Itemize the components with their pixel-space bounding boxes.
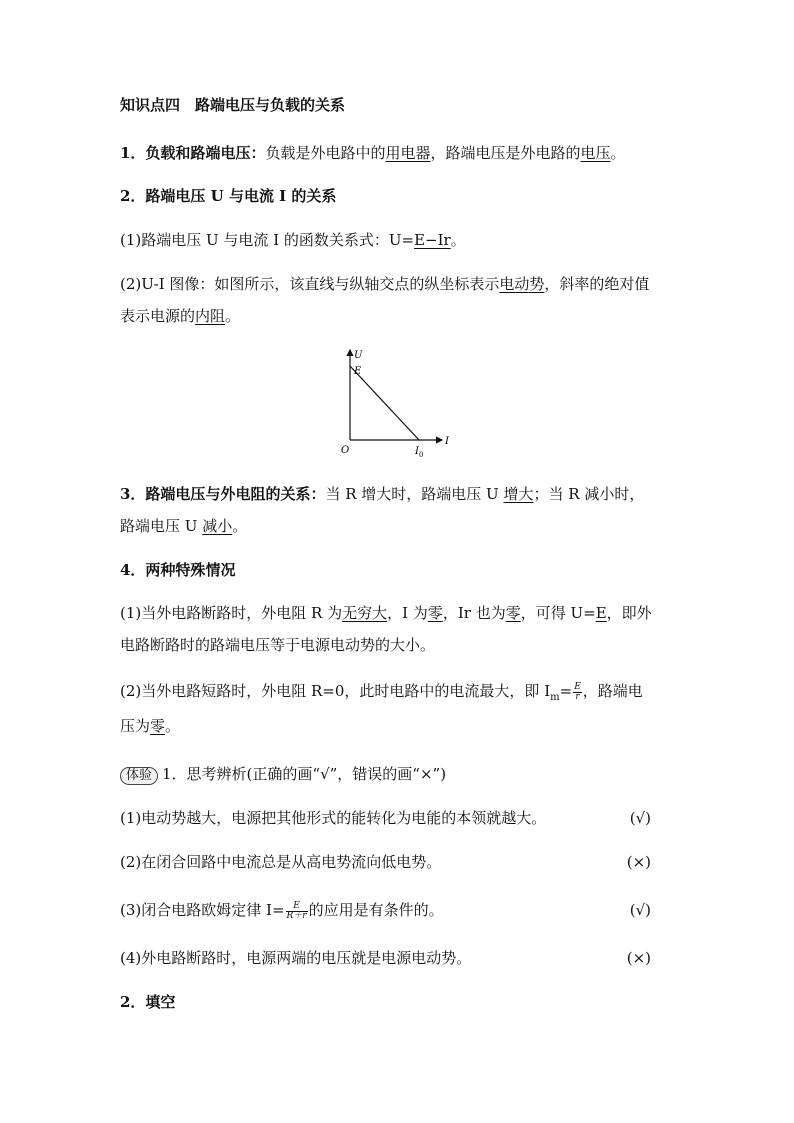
text: (1)当外电路断路时，外电阻 R 为 bbox=[120, 604, 343, 622]
judge-item-2: (2)在闭合回路中电流总是从高电势流向低电势。 bbox=[120, 853, 442, 871]
u-i-graph bbox=[330, 342, 460, 460]
text: (3)闭合电路欧姆定律 I= bbox=[120, 901, 285, 919]
section-number: 知识点四 bbox=[120, 96, 181, 114]
experience-badge: 体验 bbox=[120, 767, 158, 785]
answer-underline: 电压 bbox=[580, 144, 611, 162]
text: (1)路端电压 U 与电流 I 的函数关系式：U= bbox=[120, 231, 415, 249]
paragraph-open-circuit bbox=[120, 603, 652, 623]
i0-intercept-label: $I_0$ bbox=[415, 446, 424, 459]
exercise-heading bbox=[120, 764, 446, 785]
paragraph-external-resistance-cont bbox=[120, 516, 247, 536]
text: 压为 bbox=[120, 717, 151, 735]
judge-item-3 bbox=[120, 900, 444, 921]
fraction: $\frac{E}{r}$ bbox=[574, 681, 581, 702]
text: 。 bbox=[450, 231, 466, 249]
text: = bbox=[559, 682, 573, 700]
y-axis-label: U bbox=[354, 350, 363, 361]
text: 负载是外电路中的 bbox=[265, 144, 386, 162]
text: ，即外 bbox=[606, 604, 652, 622]
judge-mark-1: (√) bbox=[629, 809, 651, 827]
paragraph-label: 3．路端电压与外电阻的关系： bbox=[120, 485, 326, 503]
text: ；当 R 减小时， bbox=[533, 485, 645, 503]
text: 当 R 增大时，路端电压 U bbox=[325, 485, 504, 503]
answer-underline: 减小 bbox=[202, 517, 233, 535]
paragraph-short-circuit-cont bbox=[120, 716, 180, 736]
text: (2)U-I 图像：如图所示，该直线与纵轴交点的纵坐标表示 bbox=[120, 275, 500, 293]
paragraph-load-voltage bbox=[120, 143, 626, 163]
subheading-u-i-relation: 2．路端电压 U 与电流 I 的关系 bbox=[120, 187, 337, 205]
paragraph-open-circuit-cont: 电路断路时的路端电压等于电源电动势的大小。 bbox=[120, 636, 436, 654]
section-title: 路端电压与负载的关系 bbox=[195, 96, 346, 114]
answer-underline: E bbox=[595, 604, 607, 622]
answer-underline: E−Ir bbox=[414, 231, 451, 249]
answer-underline: 增大 bbox=[503, 485, 534, 503]
paragraph-function bbox=[120, 230, 466, 250]
paragraph-graph-desc-cont bbox=[120, 306, 240, 326]
x-axis-label: I bbox=[445, 436, 449, 447]
text: 的应用是有条件的。 bbox=[308, 901, 444, 919]
paragraph-short-circuit bbox=[120, 681, 643, 708]
judge-item-4: (4)外电路断路时，电源两端的电压就是电源电动势。 bbox=[120, 949, 472, 967]
paragraph-external-resistance bbox=[120, 484, 644, 504]
fraction: $\frac{E}{R+r}$ bbox=[286, 900, 307, 921]
answer-underline: 用电器 bbox=[385, 144, 431, 162]
answer-underline: 零 bbox=[427, 604, 443, 622]
answer-underline: 电动势 bbox=[499, 275, 545, 293]
judge-mark-3: (√) bbox=[629, 901, 651, 919]
section-heading bbox=[120, 95, 345, 115]
judge-item-1: (1)电动势越大，电源把其他形式的能转化为电能的本领就越大。 bbox=[120, 809, 547, 827]
u-i-line bbox=[350, 366, 419, 440]
exercise-title: 1．思考辨析(正确的画“√”，错误的画“×”) bbox=[162, 765, 447, 783]
text: 表示电源的 bbox=[120, 307, 196, 325]
judge-mark-2: (×) bbox=[626, 853, 651, 871]
e-intercept-label: E bbox=[354, 366, 362, 377]
subscript: m bbox=[550, 692, 560, 703]
fill-in-heading: 2．填空 bbox=[120, 993, 176, 1011]
answer-underline: 内阻 bbox=[195, 307, 226, 325]
paragraph-label: 1．负载和路端电压： bbox=[120, 144, 266, 162]
judge-mark-4: (×) bbox=[626, 949, 651, 967]
text: ，斜率的绝对值 bbox=[544, 275, 650, 293]
text: 。 bbox=[610, 144, 626, 162]
text: ，可得 U= bbox=[520, 604, 596, 622]
text: 路端电压 U bbox=[120, 517, 203, 535]
answer-underline: 无穷大 bbox=[342, 604, 388, 622]
text: (2)当外电路短路时，外电阻 R=0，此时电路中的电流最大，即 I bbox=[120, 682, 551, 700]
text: ，路端电压是外电路的 bbox=[430, 144, 581, 162]
text: 。 bbox=[232, 517, 248, 535]
paragraph-graph-desc bbox=[120, 274, 649, 294]
answer-underline: 零 bbox=[505, 604, 521, 622]
text: 。 bbox=[225, 307, 241, 325]
text: ，路端电 bbox=[582, 682, 643, 700]
text: ，Ir 也为 bbox=[442, 604, 506, 622]
subheading-special-cases: 4．两种特殊情况 bbox=[120, 561, 236, 579]
text: 。 bbox=[165, 717, 181, 735]
origin-label: O bbox=[341, 445, 350, 456]
answer-underline: 零 bbox=[150, 717, 166, 735]
text: ，I 为 bbox=[387, 604, 428, 622]
